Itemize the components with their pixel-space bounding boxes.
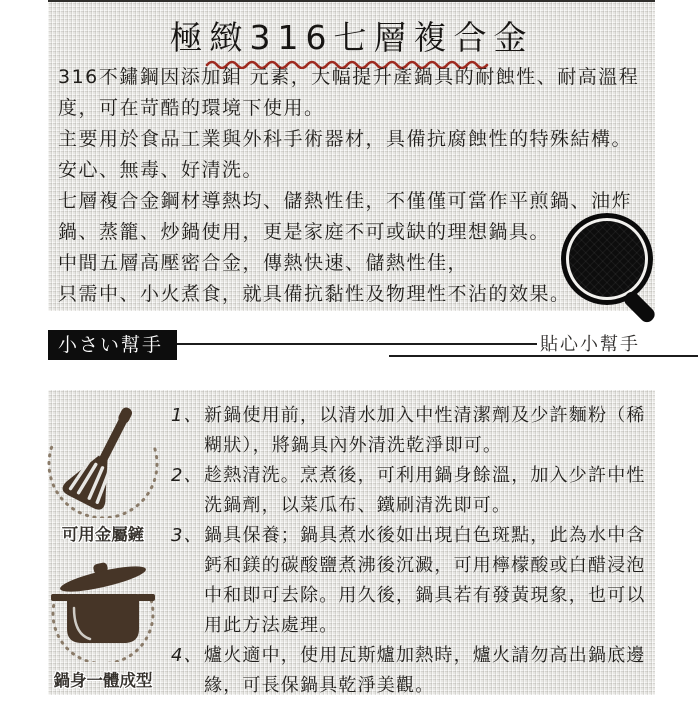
- divider-line-right: [389, 355, 698, 357]
- care-list: [171, 401, 651, 701]
- care-list-item: [171, 461, 651, 521]
- pot-badge-label: 鍋身一體成型: [53, 671, 153, 690]
- care-list-item: [171, 521, 651, 641]
- spatula-badge-label: 可用金屬鏟: [61, 525, 145, 544]
- care-list-item: [171, 641, 651, 701]
- intro-paragraph: 安心、無毒、好清洗。: [58, 159, 264, 181]
- intro-paragraph: 七層複合金鋼材導熱均、儲熱性佳，不僅僅可當作平煎鍋、油炸鍋、蒸籠、炒鍋使用，更是家庭不可或缺的理想鍋具。: [58, 190, 633, 243]
- care-item-number: 3、: [171, 525, 203, 546]
- intro-paragraph: 中間五層高壓密合金，傳熱快速、儲熱性佳，: [58, 252, 469, 274]
- section-label: 小さい幫手: [58, 334, 164, 356]
- magnifier-icon: [561, 213, 653, 305]
- spatula-icon: [44, 400, 162, 518]
- section-label-box: [48, 330, 177, 360]
- care-item-text: 新鍋使用前，以清水加入中性清潔劑及少許麵粉（稀糊狀），將鍋具內外清洗乾淨即可。: [204, 405, 646, 456]
- care-list-item: [171, 401, 651, 461]
- intro-paragraph: 主要用於食品工業與外科手術器材，具備抗腐蝕性的特殊結構。: [58, 128, 633, 150]
- care-item-number: 4、: [171, 645, 203, 666]
- care-item-text: 趁熱清洗。烹煮後，可利用鍋身餘溫，加入少許中性洗鍋劑，以菜瓜布、鐵刷清洗即可。: [204, 465, 646, 516]
- section-sublabel: 貼心小幫手: [540, 334, 640, 355]
- care-item-text: 鍋具保養；鍋具煮水後如出現白色斑點，此為水中含鈣和鎂的碳酸鹽煮沸後沉澱，可用檸檬酸或白醋浸泡中和即可去除。用久後，鍋具若有發黃現象，也可以用此方法處理。: [204, 525, 646, 636]
- intro-paragraph: 316不鏽鋼因添加鉬 元素，大幅提升產鍋具的耐蝕性、耐高溫程度，可在苛酷的環境下使用。: [58, 66, 640, 119]
- care-item-number: 1、: [171, 405, 203, 426]
- intro-paragraph: 只需中、小火煮食，就具備抗黏性及物理性不沾的效果。: [58, 283, 571, 305]
- divider-line-left: [177, 343, 537, 345]
- intro-text: [58, 62, 650, 310]
- pot-icon: [44, 550, 162, 662]
- care-item-number: 2、: [171, 465, 203, 486]
- page-title: 極緻316七層複合金: [169, 18, 534, 57]
- care-item-text: 爐火適中，使用瓦斯爐加熱時，爐火請勿高出鍋底邊緣，可長保鍋具乾淨美觀。: [204, 645, 646, 696]
